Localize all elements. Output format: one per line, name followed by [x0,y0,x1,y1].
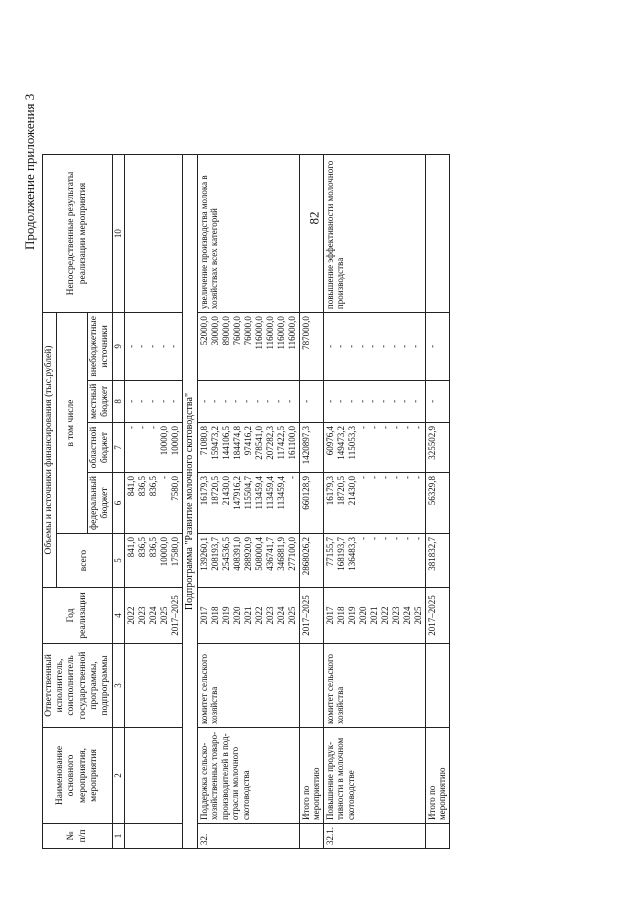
cell-line: 116000,0 [275,316,286,350]
cell-line: - [377,399,388,403]
total-federal: 660128,9 [299,473,323,534]
cell-line: 2023 [390,606,401,625]
executor: комитет сельского хозяйства [197,644,299,728]
extra-cell [197,313,299,381]
cell-line: 2019 [346,606,357,625]
row-number: 32. [197,824,299,849]
regional-cell [197,423,299,473]
cell-line: 17580,0 [169,537,180,567]
total-local: - [425,380,449,422]
cell-line: 76000,0 [242,316,253,346]
total-regional: 325502,9 [425,423,449,473]
cell-line: - [379,537,390,540]
col-num: 5 [113,534,125,588]
col-num: 6 [113,473,125,534]
cell-line: 18720,5 [209,476,220,506]
cell-line: - [125,344,136,348]
local-cell [323,380,425,422]
cell-line: - [125,426,136,430]
activity-name: Повышение продук- тивности в молочном скотоводстве [323,728,425,824]
cell-line: 52000,0 [198,316,209,346]
cell-line: - [412,537,423,540]
total-year: 2017–2025 [299,588,323,644]
regional-cell [124,423,182,473]
total-cell [323,534,425,588]
year-cell [124,588,182,644]
cell-line: 2020 [231,606,242,625]
cell-line: 113459,4 [253,476,264,510]
cell-line: - [251,399,262,403]
cell-line: - [346,344,357,348]
cell-line: - [399,344,410,348]
cell-line: - [136,399,147,403]
cell-line: 2018 [335,606,346,625]
cell-line: 2021 [242,606,253,625]
subprogram-row [182,155,197,849]
cell-line: 149473,2 [335,426,346,460]
cell-line: 2024 [275,606,286,625]
cell-line: - [388,344,399,348]
cell-line: 2024 [401,606,412,625]
header-no: № п/п [43,824,113,849]
header-name: Наименование основного мероприятия, мероприятия [43,728,113,824]
cell-line: 2020 [357,606,368,625]
cell-line: - [390,537,401,540]
total-sum: 381832,7 [425,534,449,588]
total-regional: 1420897,3 [299,423,323,473]
cell-line: 836,5 [136,476,147,497]
cell-line: 116000,0 [264,316,275,350]
cell-line: - [367,399,378,403]
cell-line: 2025 [158,606,169,625]
cell-line: - [157,399,168,403]
cell-line: 184474,8 [231,426,242,460]
cell-line: 10000,0 [158,537,169,567]
cell-line: 2022 [125,606,136,625]
total-year: 2017–2025 [425,588,449,644]
cell-line: 139260,1 [198,537,209,571]
cell-line: - [357,537,368,540]
cell-line: 2023 [264,606,275,625]
cell-line: 836,5 [147,476,158,497]
total-row-32-1 [425,155,449,849]
cell-line: 16179,3 [198,476,209,506]
cell-line: 136483,3 [346,537,357,571]
local-cell [124,380,182,422]
cell-line: - [335,344,346,348]
activity-name: Поддержка сельско- хозяйственных товаро- производителей в под- отрасли молочного скотоводства [197,728,299,824]
cell-line: 2023 [136,606,147,625]
cell-line: - [147,426,158,430]
cell-line: - [262,399,273,403]
cell-line: - [209,399,220,403]
cell-line: 115504,7 [242,476,253,510]
header-row [43,155,57,849]
cell-line: - [390,476,401,480]
col-num: 4 [113,588,125,644]
cell-line: - [368,426,379,430]
cell-line: 159473,2 [209,426,220,460]
cell-line: - [324,399,335,403]
cell-line: 77155,7 [324,537,335,567]
cell-line: - [399,399,410,403]
subprogram-title: Подпрограмма "Развитие молочного скотоводства" [182,155,197,849]
financing-table [42,154,450,849]
cell-line: 2025 [412,606,423,625]
cell-line: 161100,0 [286,426,297,460]
total-cell [197,534,299,588]
cell-line: - [136,426,147,430]
page-number: 82 [306,211,322,225]
cell-line: 60976,4 [324,426,335,456]
cell-line: - [367,344,378,348]
cell-line: 147916,2 [231,476,242,510]
column-number-row [113,155,125,849]
federal-cell [323,473,425,534]
cell-line: - [379,426,390,430]
cell-line: 115053,3 [346,426,357,460]
total-label: Итого по мероприятию [299,728,323,824]
table-row-32-1 [323,155,425,849]
total-sum: 2868026,2 [299,534,323,588]
header-federal: федеральный бюджет [87,473,112,534]
cell-line: 2024 [147,606,158,625]
cell-line: 288920,9 [242,537,253,571]
cell-line: 113459,4 [275,476,286,510]
federal-cell [197,473,299,534]
col-num: 8 [113,380,125,422]
header-including: в том числе [57,313,88,534]
cell-line: 2025 [286,606,297,625]
cell-line: 207282,3 [264,426,275,460]
cell-line: - [168,344,179,348]
cell-line: 30000,0 [209,316,220,346]
cell-line: 89000,0 [220,316,231,346]
cell-line: - [272,399,283,403]
cell-line: - [241,399,252,403]
cell-line: 836,5 [136,537,147,558]
executor: комитет сельского хозяйства [323,644,425,728]
cell-line: 116000,0 [286,316,297,350]
cell-line: 841,0 [125,476,136,497]
cell-line: 10000,0 [158,426,169,456]
total-row-32 [299,155,323,849]
cell-line: - [346,399,357,403]
cell-line: - [198,399,209,403]
cell-line: 2018 [209,606,220,625]
cell-line: 508000,4 [253,537,264,571]
header-local: местный бюджет [87,380,112,422]
cell-line: - [412,426,423,430]
cell-line: 408391,0 [231,537,242,571]
cell-line: - [368,537,379,540]
year-cell [323,588,425,644]
col-num: 7 [113,423,125,473]
cell-line: - [412,476,423,480]
extra-cell [323,313,425,381]
cell-line: 113459,4 [264,476,275,510]
header-total: всего [57,534,113,588]
cell-line: 117422,5 [275,426,286,460]
cell-line: 208193,7 [209,537,220,571]
cell-line: 841,0 [125,537,136,558]
cell-line: - [168,399,179,403]
cell-line: - [357,426,368,430]
header-financing: Объемы и источники финансирования (тыс.рублей) [43,313,57,588]
cell-line: - [286,476,297,480]
cell-line: 116000,0 [253,316,264,350]
cell-line: 2021 [368,606,379,625]
cell-line: - [147,399,158,403]
cell-line: 2017–2025 [169,595,180,636]
cell-line: 97416,2 [242,426,253,456]
total-cell [124,534,182,588]
local-cell [197,380,299,422]
cell-line: 346881,9 [275,537,286,571]
cell-line: - [356,399,367,403]
cell-line: - [157,344,168,348]
cell-line: - [147,344,158,348]
cell-line: - [377,344,388,348]
cell-line: 21430,0 [346,476,357,506]
cell-line: 2017 [198,606,209,625]
extra-cell [124,313,182,381]
total-extra: 787000,0 [299,313,323,381]
cell-line: 277100,0 [286,537,297,571]
cell-line: - [401,476,412,480]
cell-line: - [136,344,147,348]
cell-line: 2022 [253,606,264,625]
header-results: Непосредственные результаты реализации мероприятия [43,155,113,313]
cell-line: 16179,3 [324,476,335,506]
cell-line: - [409,399,420,403]
cell-line: - [368,476,379,480]
cell-line: - [219,399,230,403]
cell-line: 2022 [379,606,390,625]
header-regional: областной бюджет [87,423,112,473]
appendix-caption: Продолжение приложения 3 [22,93,37,250]
row-number: 32.1. [323,824,425,849]
header-executor: Ответственный исполнитель, соисполнитель государственной программы, подпрограммы [43,644,113,728]
header-year: Год реализации [43,588,113,644]
cell-line: - [324,344,335,348]
cell-line: - [401,426,412,430]
col-num: 10 [113,155,125,313]
total-label: Итого по мероприятию [425,728,449,824]
cell-line: - [401,537,412,540]
cell-line: 436741,7 [264,537,275,571]
cell-line: 2019 [220,606,231,625]
cell-line: 278541,0 [253,426,264,460]
result-text: повышение эффективности молочного производства [323,155,425,313]
cell-line: 836,5 [147,537,158,558]
cell-line: - [283,399,294,403]
cell-line: - [356,344,367,348]
cell-line: - [409,344,420,348]
total-local: - [299,380,323,422]
result-text: увеличение производства молока в хозяйствах всех категорий [197,155,299,313]
cell-line: - [158,476,169,480]
cell-line: 168193,7 [335,537,346,571]
col-num: 2 [113,728,125,824]
year-cell [197,588,299,644]
cell-line: 10000,0 [169,426,180,456]
cell-line: 254536,5 [220,537,231,571]
federal-cell [124,473,182,534]
cell-line: 76000,0 [231,316,242,346]
cell-line: - [388,399,399,403]
col-num: 3 [113,644,125,728]
cell-line: 7580,0 [169,476,180,501]
table-row-continued [124,155,182,849]
cell-line: - [230,399,241,403]
header-extra: внебюджетные источники [87,313,112,381]
cell-line: 2017 [324,606,335,625]
cell-line: 71080,8 [198,426,209,456]
cell-line: - [390,426,401,430]
cell-line: - [357,476,368,480]
cell-line: 18720,5 [335,476,346,506]
cell-line: - [125,399,136,403]
cell-line: - [379,476,390,480]
cell-line: 21430,0 [220,476,231,506]
cell-line: 144106,5 [220,426,231,460]
col-num: 1 [113,824,125,849]
cell-line: - [335,399,346,403]
total-federal: 56329,8 [425,473,449,534]
col-num: 9 [113,313,125,381]
table-row-32 [197,155,299,849]
total-extra: - [425,313,449,381]
regional-cell [323,423,425,473]
